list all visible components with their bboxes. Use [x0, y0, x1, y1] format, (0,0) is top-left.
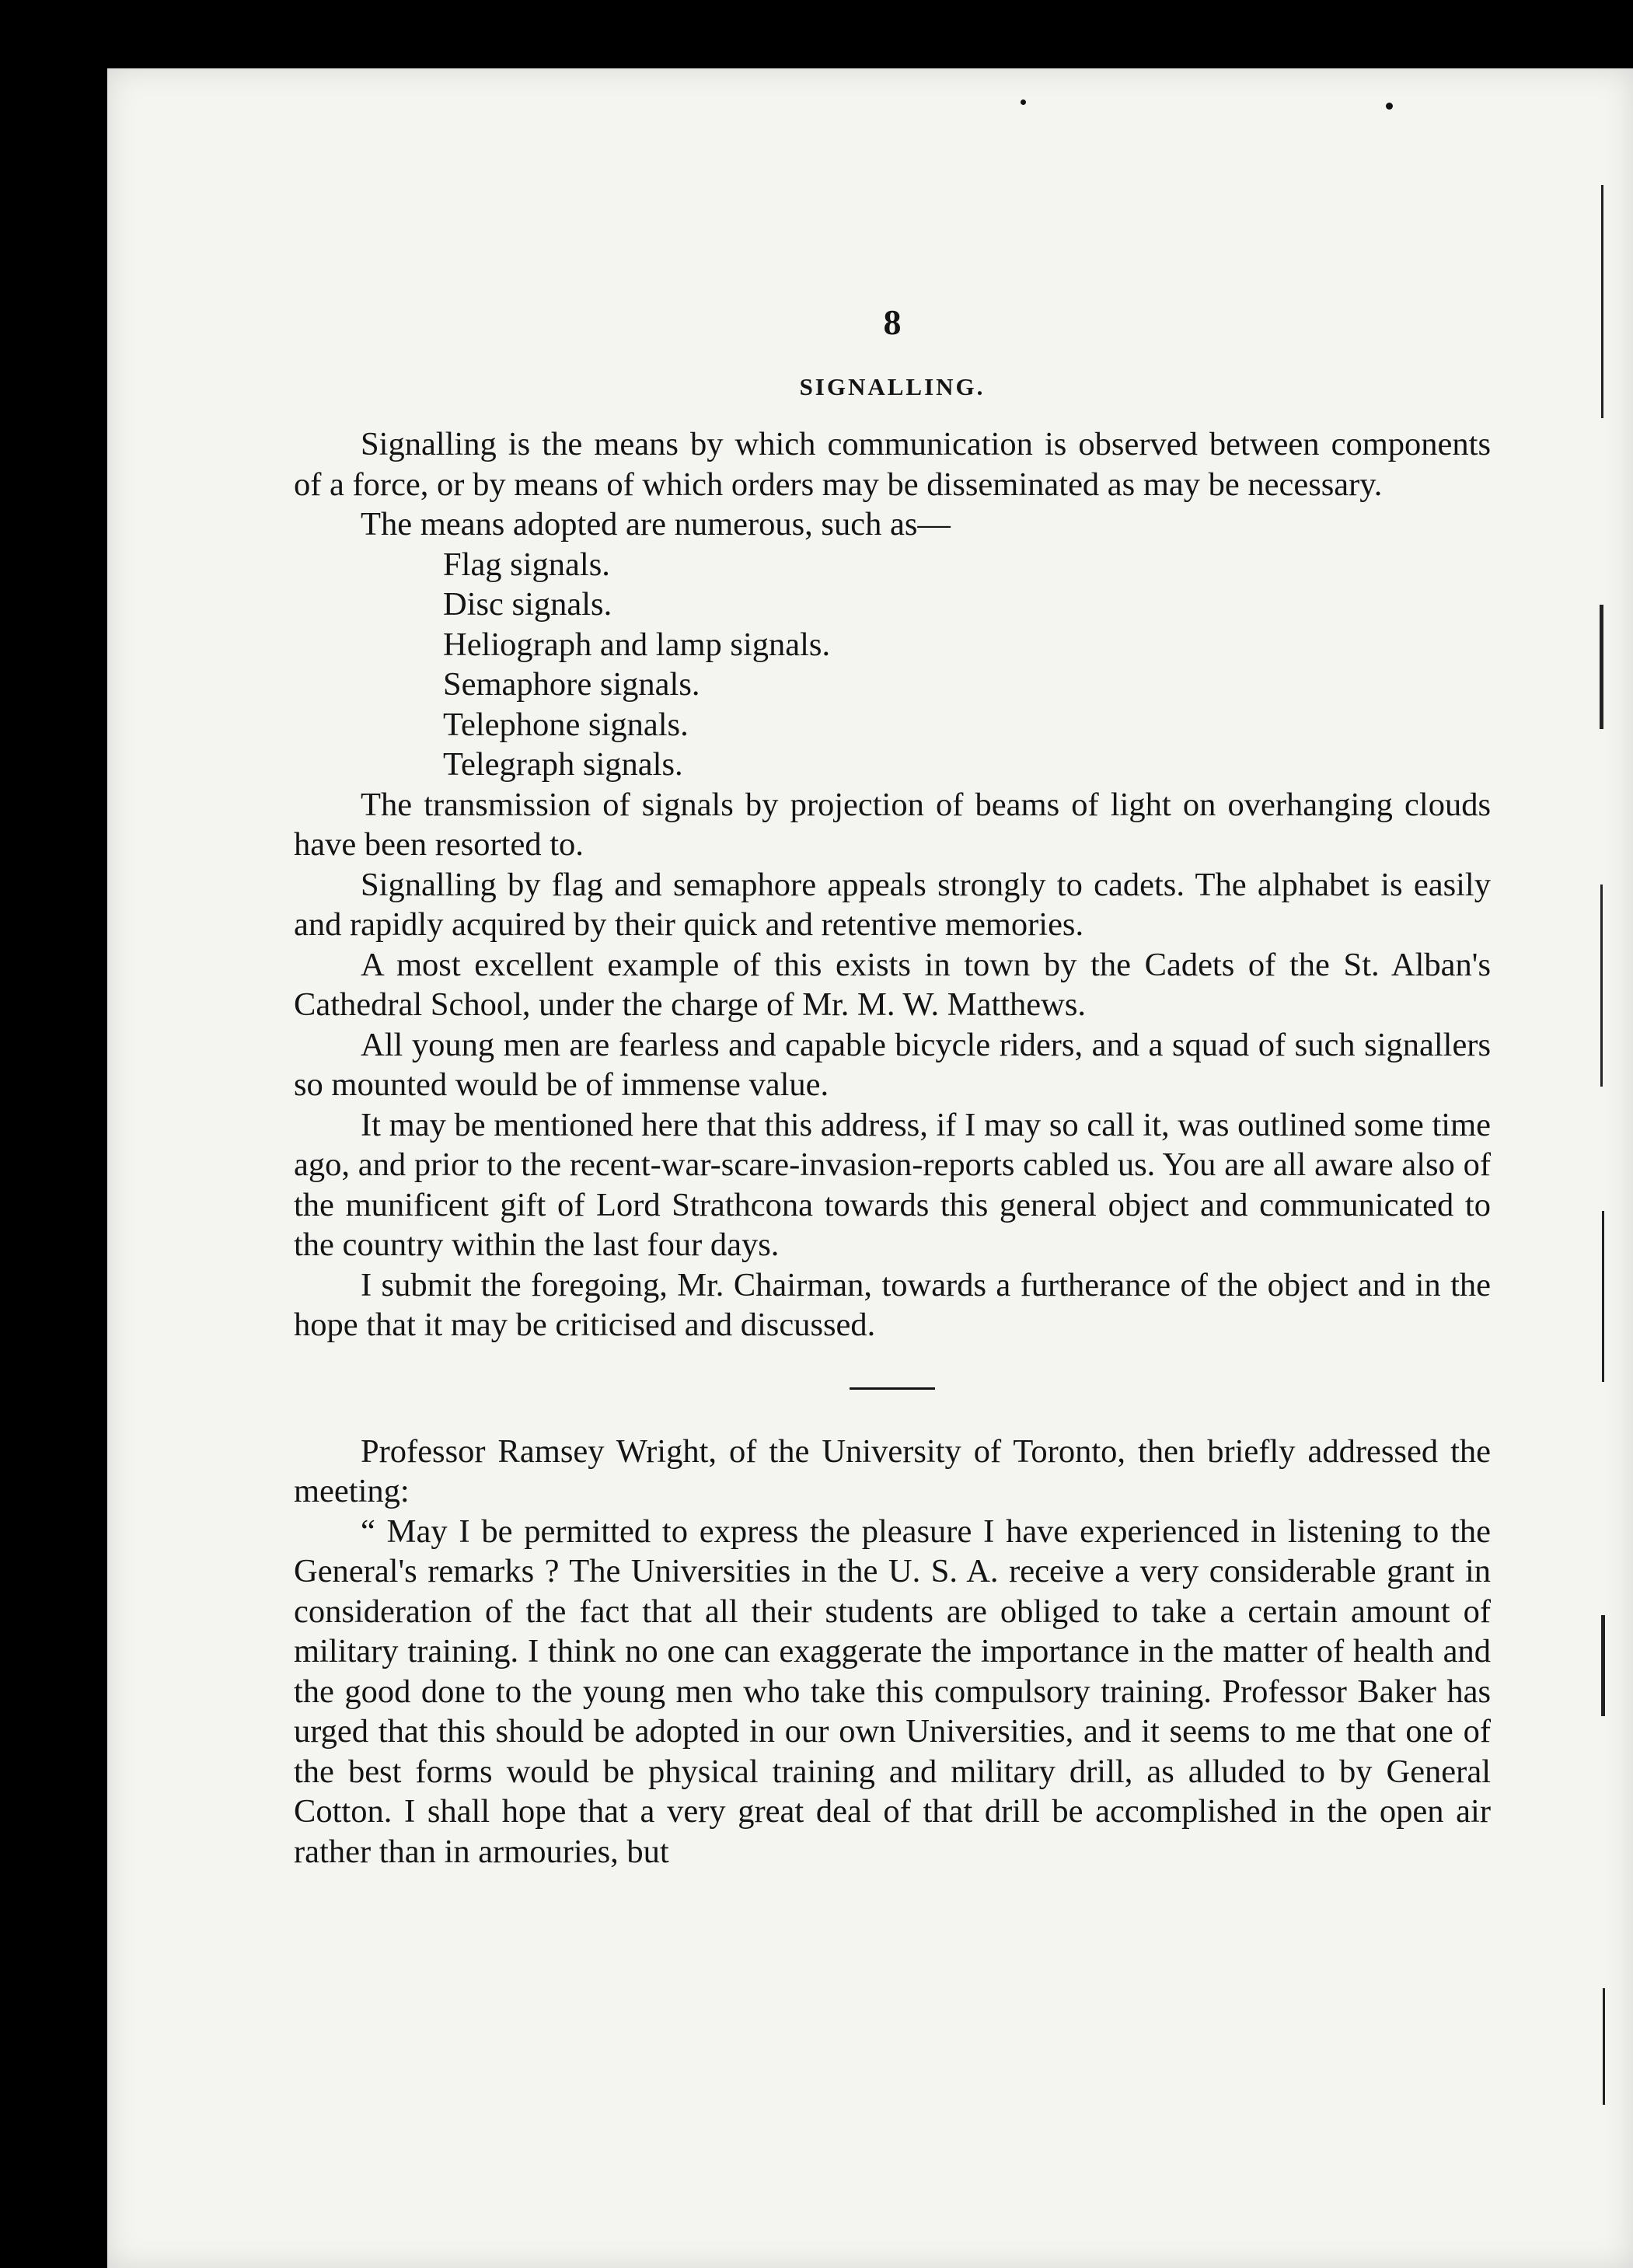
list-item: Heliograph and lamp signals.	[443, 626, 831, 663]
edge-mark	[1602, 1211, 1604, 1382]
section-heading: SIGNALLING.	[799, 373, 986, 400]
edge-mark	[1603, 1988, 1605, 2105]
signal-list	[294, 545, 1491, 785]
paragraph: Signalling by flag and semaphore appeals strongly to cadets. The alphabet is easily and rapidly acquired by their quick and retentive memories.	[294, 866, 1491, 943]
scan-speck	[1386, 103, 1393, 110]
list-item: Disc signals.	[443, 586, 612, 623]
paragraph: “ May I be permitted to express the pleasure I have experienced in listening to the General's remarks ? The Universities in the U. S. A. receive a very considerable grant in consideration of the fact that all their students are obliged to take a certain amount of military training. I think no one can exaggerate the importance in the matter of health and the good done to the young men who take this compulsory training. Professor Baker has urged that this should be adopted in our own Universities, and it seems to me that one of the best forms would be physical training and military drill, as alluded to by General Cotton. I shall hope that a very great deal of that drill be accomplished in the open air rather than in armouries, but	[294, 1513, 1491, 1870]
paragraph: All young men are fearless and capable bicycle riders, and a squad of such signallers so mounted would be of immense value.	[294, 1026, 1491, 1103]
list-item: Telephone signals.	[443, 706, 689, 743]
edge-mark	[1601, 185, 1603, 418]
paragraph: Professor Ramsey Wright, of the University of Toronto, then briefly addressed the meeting:	[294, 1432, 1491, 1509]
edge-mark	[1600, 885, 1603, 1087]
section-divider	[850, 1387, 935, 1390]
page-number: 8	[883, 302, 902, 342]
paragraph: It may be mentioned here that this address, if I may so call it, was outlined some time ago, and prior to the recent-war-scare-invasion-reports cabled us. You are all aware also of the munificent gift of Lord Strathcona towards this general object and communicated to the country within the last four days.	[294, 1106, 1491, 1263]
paragraph: A most excellent example of this exists in town by the Cadets of the St. Alban's Cathedral School, under the charge of Mr. M. W. Matthews.	[294, 946, 1491, 1023]
edge-mark	[1600, 605, 1603, 729]
paragraph: The transmission of signals by projection of beams of light on overhanging clouds have been resorted to.	[294, 786, 1491, 863]
scan-speck	[1021, 99, 1026, 105]
list-item: Semaphore signals.	[443, 666, 700, 703]
list-item: Telegraph signals.	[443, 746, 683, 783]
paragraph: The means adopted are numerous, such as—	[361, 506, 951, 543]
edge-mark	[1601, 1615, 1605, 1716]
paragraph: I submit the foregoing, Mr. Chairman, towards a furtherance of the object and in the hope that it may be criticised and discussed.	[294, 1266, 1491, 1343]
document-page	[107, 68, 1633, 2268]
body-text	[294, 424, 1491, 1872]
paragraph: Signalling is the means by which communication is observed between components of a force, or by means of which orders may be disseminated as may be necessary.	[294, 426, 1491, 503]
list-item: Flag signals.	[443, 546, 610, 583]
